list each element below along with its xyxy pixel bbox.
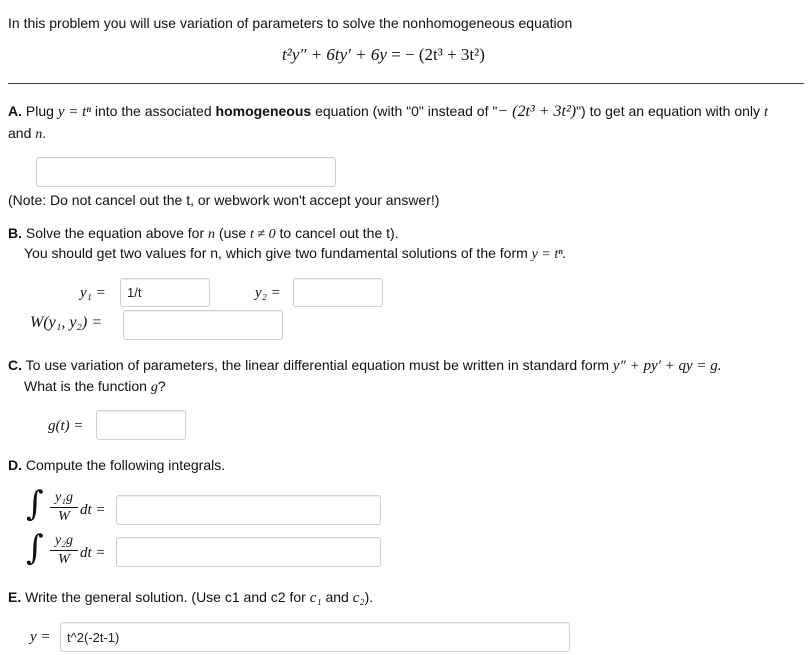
part-e-label: E. — [8, 589, 22, 605]
part-b-label: B. — [8, 225, 22, 241]
y2-input[interactable] — [293, 278, 383, 307]
part-c-label: C. — [8, 357, 22, 373]
equation-lhs: t²y″ + 6ty′ + 6y — [282, 45, 387, 64]
part-a-note: (Note: Do not cancel out the t, or webwork won't accept your answer!) — [8, 192, 440, 208]
part-c-text-1: To use variation of parameters, the linear differential equation must be written in standard form — [25, 357, 610, 373]
part-a-y-eq: y = tⁿ — [57, 104, 91, 120]
part-b-text-2: (use — [218, 225, 247, 241]
general-solution-input[interactable] — [60, 622, 570, 652]
part-e-line — [8, 589, 373, 607]
problem-intro: In this problem you will use variation of parameters to solve the nonhomogeneous equation — [8, 15, 573, 31]
part-e-c1: c₁ — [309, 590, 322, 606]
part-a-text-4: ") to get an equation with only — [576, 103, 761, 119]
integral-2-dt: dt = — [80, 545, 106, 561]
part-b-form: y = tⁿ. — [531, 247, 567, 262]
integral-1-dt: dt = — [80, 502, 106, 518]
part-c-qmark: ? — [157, 378, 166, 394]
integral-sign-2: ∫ — [26, 528, 44, 568]
integral-sign-1: ∫ — [26, 484, 44, 524]
part-a-homogeneous: homogeneous — [215, 103, 312, 119]
part-d-text: Compute the following integrals. — [25, 457, 226, 473]
part-b-text-3: to cancel out the t). — [279, 225, 399, 241]
part-c-form: y″ + py′ + qy = g. — [612, 358, 722, 374]
part-a-period: . — [42, 125, 47, 141]
y2-label: y₂ = — [255, 285, 281, 301]
integrand-1 — [50, 490, 78, 525]
part-e-text-2: ). — [364, 589, 374, 605]
integrand-1-numerator: y₁g — [54, 490, 74, 505]
part-a-text-1: Plug — [25, 103, 54, 119]
part-a-line2 — [8, 125, 46, 143]
part-a-text-2: into the associated — [94, 103, 212, 119]
part-a-and: and — [8, 125, 32, 141]
g-input[interactable] — [96, 410, 186, 440]
part-b-n: n — [208, 227, 216, 242]
main-equation — [282, 45, 485, 65]
y1-label: y₁ = — [80, 285, 106, 301]
part-b-line1 — [8, 225, 399, 243]
part-a-answer-input[interactable] — [36, 157, 336, 187]
part-b-text-1: Solve the equation above for — [25, 225, 205, 241]
fraction-bar — [50, 550, 78, 551]
fraction-bar — [50, 507, 78, 508]
integrand-2-numerator: y₂g — [54, 533, 74, 548]
part-e-and: and — [325, 589, 349, 605]
y1-input[interactable] — [120, 278, 210, 307]
integral-2-input[interactable] — [116, 537, 381, 567]
part-b-text-line2: You should get two values for n, which give two fundamental solutions of the form — [24, 245, 528, 261]
part-e-text-1: Write the general solution. (Use c1 and c2 for — [25, 589, 306, 605]
part-b-line2 — [24, 245, 566, 263]
integrand-2 — [50, 533, 78, 568]
part-b-cond: t ≠ 0 — [250, 227, 276, 242]
part-a-expr: − (2t³ + 3t²) — [497, 103, 577, 120]
divider — [8, 83, 804, 84]
g-label: g(t) = — [48, 418, 84, 434]
part-c-line2 — [24, 378, 166, 396]
part-e-c2: c₂ — [352, 590, 365, 606]
part-c-g: g — [150, 380, 158, 395]
part-c-line1 — [8, 357, 722, 375]
part-a-line1 — [8, 103, 768, 121]
part-d-heading — [8, 457, 225, 473]
wronskian-label: W(y₁, y₂) = — [30, 314, 103, 331]
part-a-n: n — [35, 127, 43, 142]
integral-1-input[interactable] — [116, 495, 381, 525]
part-a-t: t — [763, 105, 768, 120]
part-c-question: What is the function — [24, 378, 147, 394]
part-a-label: A. — [8, 103, 22, 119]
part-d-label: D. — [8, 457, 22, 473]
part-a-text-3: equation (with "0" instead of " — [315, 103, 498, 119]
wronskian-input[interactable] — [123, 310, 283, 340]
equation-rhs: = − (2t³ + 3t²) — [391, 45, 485, 64]
integrand-1-denominator: W — [58, 509, 70, 524]
integrand-2-denominator: W — [58, 552, 70, 567]
general-solution-label: y = — [30, 629, 51, 645]
